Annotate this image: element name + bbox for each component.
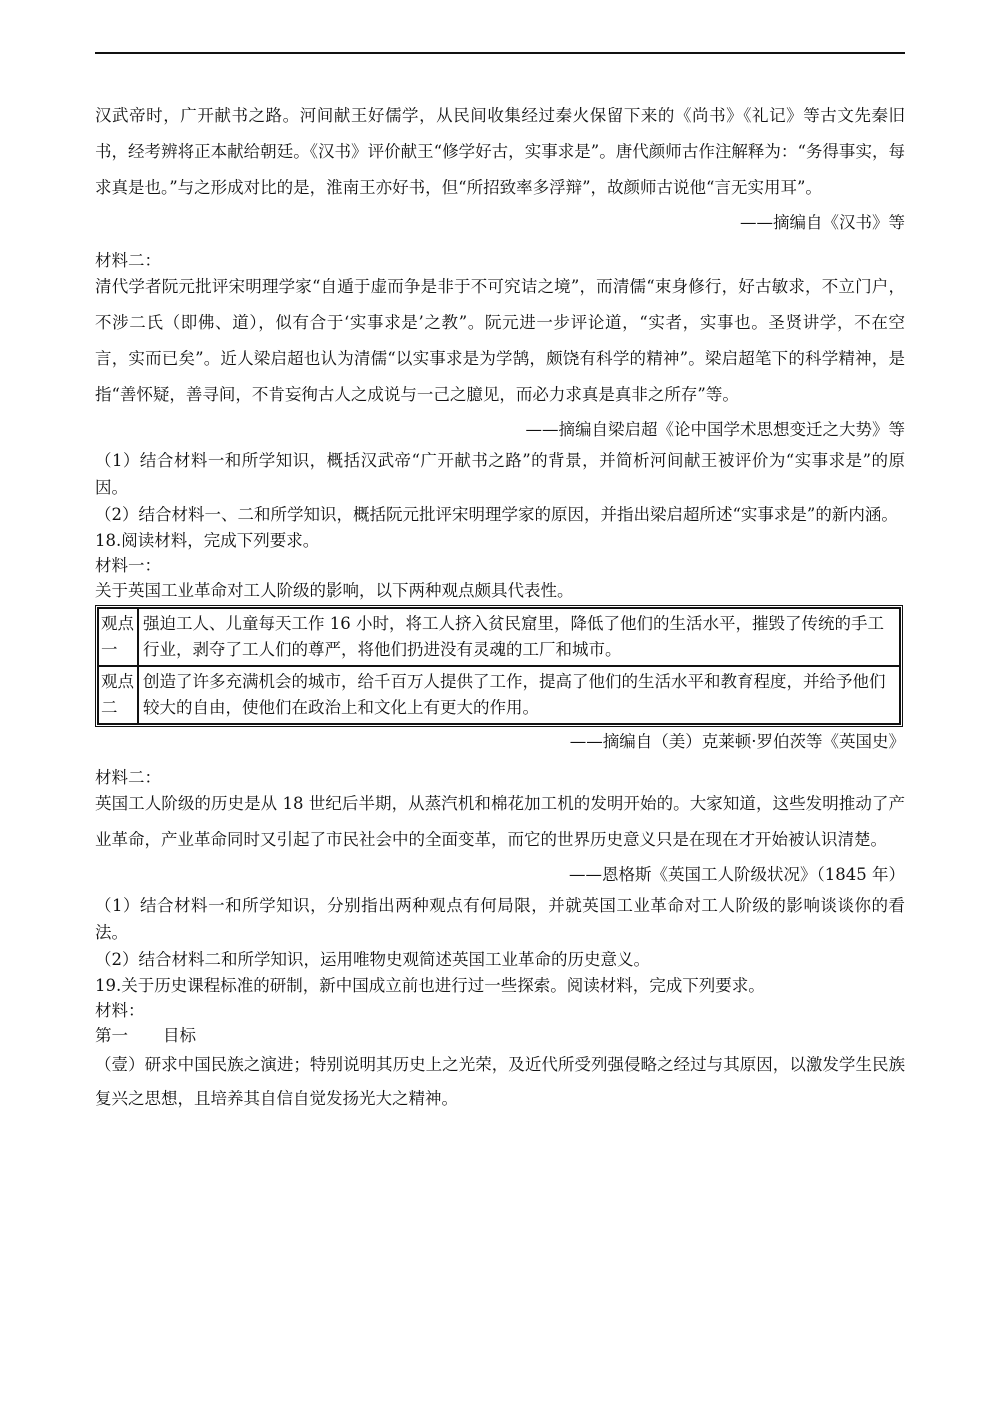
q19-material-label: 材料：: [95, 1001, 145, 1020]
q19-section-number: 第一: [95, 1026, 128, 1045]
question-19-stem: 19.关于历史课程标准的研制，新中国成立前也进行过一些探索。阅读材料，完成下列要求。: [95, 976, 765, 995]
q18-material1-label: 材料一：: [95, 556, 161, 575]
material1-body: 汉武帝时，广开献书之路。河间献王好儒学，从民间收集经过秦火保留下来的《尚书》《礼记》等古文先秦旧书，经考辨将正本献给朝廷。《汉书》评价献王“修学好古，实事求是”。唐代颜师古作注解释为：“务得事实，每求真是也。”与之形成对比的是，淮南王亦好书，但“所招致率多浮辩”，故颜师古说他“言无实用耳”。: [95, 106, 905, 197]
q18-material1-source: ——摘编自（美）克莱顿·罗伯茨等《英国史》: [569, 732, 905, 751]
question-17-1: （1）结合材料一和所学知识，概括汉武帝“广开献书之路”的背景，并简析河间献王被评价为“实事求是”的原因。: [95, 451, 905, 497]
q19-section-title: 目标: [163, 1026, 196, 1045]
material1-source: ——摘编自《汉书》等: [740, 213, 905, 232]
header-rule: [95, 52, 905, 54]
question-17-2: （2）结合材料一、二和所学知识，概括阮元批评宋明理学家的原因，并指出梁启超所述“实事求是”的新内涵。: [95, 505, 898, 524]
q19-section-heading: [95, 1023, 905, 1048]
question-18-2: （2）结合材料二和所学知识，运用唯物史观简述英国工业革命的历史意义。: [95, 950, 650, 969]
q18-material2-body: 英国工人阶级的历史是从 18 世纪后半期，从蒸汽机和棉花加工机的发明开始的。大家知道，这些发明推动了产业革命，产业革命同时又引起了市民社会中的全面变革，而它的世界历史意义只是在现在才开始被认识清楚。: [95, 794, 905, 849]
viewpoints-table: [95, 605, 903, 727]
table-row: [98, 608, 900, 666]
q18-material1-intro: 关于英国工业革命对工人阶级的影响，以下两种观点颇具代表性。: [95, 581, 574, 600]
question-18-1: （1）结合材料一和所学知识，分别指出两种观点有何局限，并就英国工业革命对工人阶级的影响谈谈你的看法。: [95, 896, 905, 942]
viewpoint-text: 创造了许多充满机会的城市，给千百万人提供了工作，提高了他们的生活水平和教育程度，并给予他们较大的自由，使他们在政治上和文化上有更大的作用。: [138, 666, 900, 724]
q18-material2-label: 材料二：: [95, 768, 161, 787]
question-18-stem: 18.阅读材料，完成下列要求。: [95, 531, 320, 550]
q19-item-1: （壹）研求中国民族之演进；特别说明其历史上之光荣，及近代所受列强侵略之经过与其原因，以激发学生民族复兴之思想，且培养其自信自觉发扬光大之精神。: [95, 1055, 905, 1108]
material2-source: ——摘编自梁启超《论中国学术思想变迁之大势》等: [525, 420, 905, 439]
q18-material2-source: ——恩格斯《英国工人阶级状况》（1845 年）: [569, 865, 905, 884]
material2-label: 材料二：: [95, 251, 161, 270]
table-row: [98, 666, 900, 724]
material2-body: 清代学者阮元批评宋明理学家“自遁于虚而争是非于不可究诘之境”，而清儒“束身修行，好古敏求，不立门户，不涉二氏（即佛、道），似有合于‘实事求是’之教”。阮元进一步评论道，“实者，实事也。圣贤讲学，不在空言，实而已矣”。近人梁启超也认为清儒“以实事求是为学鹄，颇饶有科学的精神”。梁启超笔下的科学精神，是指“善怀疑，善寻间，不肯妄徇古人之成说与一己之臆见，而必力求真是真非之所存”等。: [95, 277, 905, 404]
viewpoint-text: 强迫工人、儿童每天工作 16 小时，将工人挤入贫民窟里，降低了他们的生活水平，摧毁了传统的手工行业，剥夺了工人们的尊严，将他们扔进没有灵魂的工厂和城市。: [138, 608, 900, 666]
document-body: [95, 98, 905, 1116]
viewpoint-label: 观点二: [98, 666, 138, 724]
viewpoint-label: 观点一: [98, 608, 138, 666]
